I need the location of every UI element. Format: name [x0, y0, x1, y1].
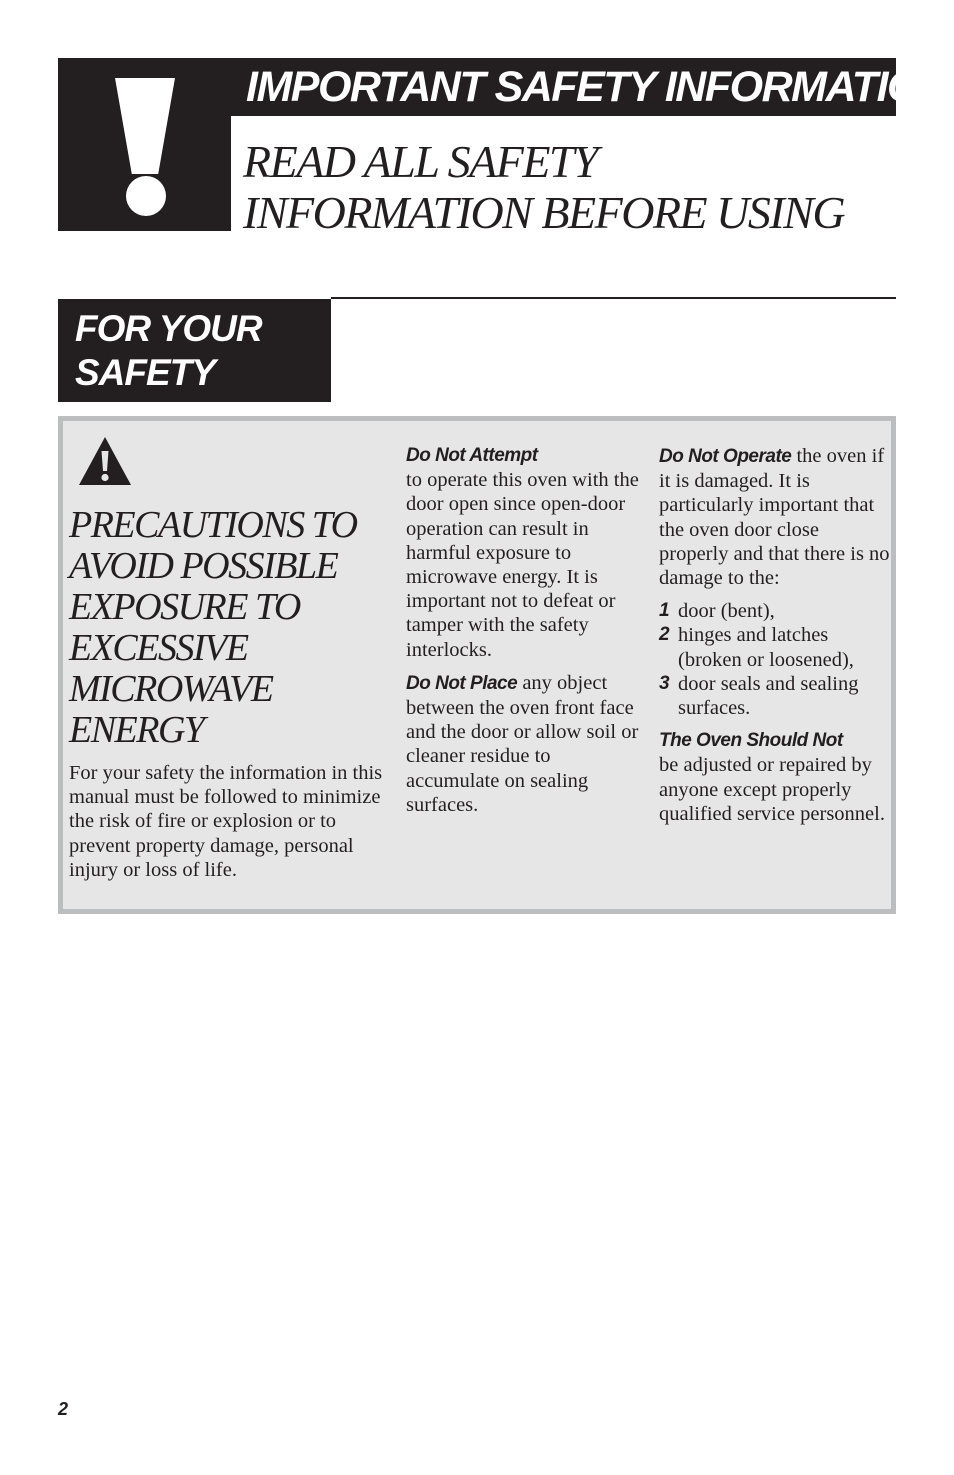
precautions-heading-line: PRECAUTIONS TO — [69, 504, 357, 546]
do-not-operate-lead: Do Not Operate — [659, 446, 792, 467]
section-tab — [58, 299, 331, 402]
precautions-heading-line: EXPOSURE TO — [69, 586, 300, 628]
precautions-heading-line: EXCESSIVE — [69, 627, 248, 669]
list-item — [659, 672, 891, 720]
exclamation-dot — [126, 176, 166, 216]
list-item — [659, 599, 891, 623]
list-item-text: door seals and sealing surfaces. — [678, 672, 859, 720]
list-item-number: 3 — [659, 672, 670, 694]
page-number: 2 — [58, 1399, 69, 1419]
list-item — [659, 623, 891, 671]
do-not-attempt-text: to operate this oven with the door open since open-door operation can result in harmful exposure to microwave energy. It is important not to defeat or tamper with the safety interlocks. — [406, 469, 639, 661]
warning-triangle-icon — [77, 435, 133, 487]
page-title: IMPORTANT SAFETY INFORMATION — [246, 63, 949, 111]
page-subtitle-line: READ ALL SAFETY — [243, 136, 598, 187]
section-rule — [331, 297, 896, 299]
oven-should-not-lead: The Oven Should Not — [659, 730, 843, 752]
list-item-number: 1 — [659, 600, 670, 622]
precautions-box — [58, 416, 896, 914]
oven-should-not-text: be adjusted or repaired by anyone except properly qualified service personnel. — [659, 754, 885, 825]
section-title-line: FOR YOUR — [75, 308, 262, 349]
oven-should-not-paragraph — [659, 729, 891, 826]
page-subtitle-line: INFORMATION BEFORE USING — [243, 187, 845, 238]
precautions-heading-line: AVOID POSSIBLE — [69, 545, 338, 587]
do-not-attempt-paragraph — [406, 444, 646, 662]
precautions-heading — [69, 505, 389, 751]
safety-column-3 — [659, 444, 891, 826]
do-not-place-paragraph — [406, 671, 646, 817]
do-not-operate-paragraph — [659, 444, 891, 590]
list-item-number: 2 — [659, 624, 670, 646]
precautions-column — [69, 505, 389, 882]
do-not-attempt-lead: Do Not Attempt — [406, 445, 538, 466]
safety-column-2 — [406, 444, 646, 817]
do-not-operate-text: the oven if it is damaged. It is particularly important that the oven door close properly and that there is no damage to the: — [659, 445, 890, 590]
section-title — [75, 307, 262, 395]
section-title-line: SAFETY — [75, 352, 215, 393]
damage-list — [659, 599, 891, 720]
do-not-place-text: any object between the oven front face and the door or allow soil or cleaner residue to accumulate on sealing surfaces. — [406, 671, 639, 816]
list-item-text: hinges and latches (broken or loosened), — [678, 624, 854, 671]
page-subtitle — [243, 136, 844, 238]
list-item-text: door (bent), — [678, 600, 775, 623]
precautions-heading-line: ENERGY — [69, 709, 204, 751]
precautions-heading-line: MICROWAVE — [69, 668, 273, 710]
precautions-body: For your safety the information in this manual must be followed to minimize the risk of fire or explosion or to prevent property damage, personal injury or loss of life. — [69, 762, 383, 881]
do-not-place-lead: Do Not Place — [406, 672, 518, 694]
